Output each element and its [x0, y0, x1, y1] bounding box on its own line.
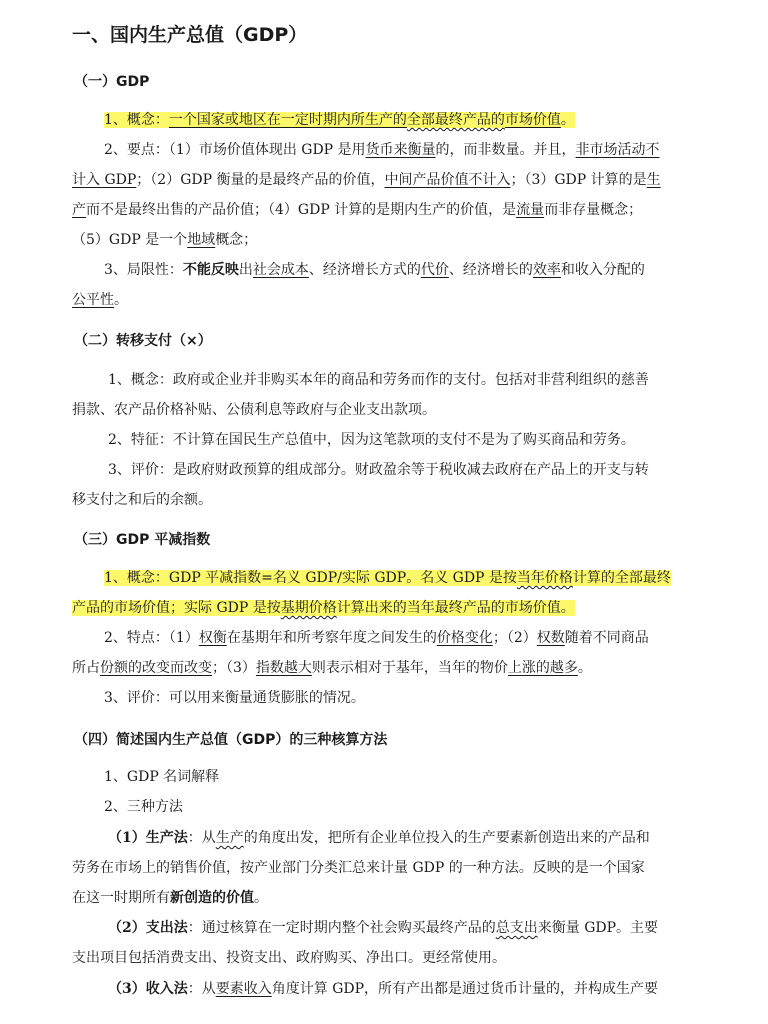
underlined-text: 代价: [420, 262, 449, 278]
gdp-limits-line-2: [72, 290, 128, 310]
deflator-eval-line: 3、评价：可以用来衡量通货膨胀的情况。: [104, 690, 365, 706]
deflator-highlight-2: [72, 600, 575, 616]
text: ；（3）: [212, 660, 256, 676]
gdp-limits-line-1: [104, 260, 645, 280]
section-heading-deflator: （三）GDP 平减指数: [74, 532, 211, 548]
expenditure-method-line-2: 支出项目包括消费支出、投资支出、政府购买、净出口。更经常使用。: [72, 950, 506, 966]
methods-item-2: 2、三种方法: [104, 799, 183, 815]
text: 、经济增长方式的: [308, 262, 421, 278]
bold-text: （2）支出法: [108, 920, 188, 936]
deflator-feature-line-1: [104, 628, 649, 648]
text: 的角度出发，把所有企业单位投入的生产要素新创造出来的产品和: [243, 830, 650, 846]
text: 。: [114, 292, 128, 308]
text: ；（2）: [492, 630, 537, 646]
underlined-text: 生: [646, 172, 661, 188]
concept-label: 1、概念：: [104, 112, 169, 128]
bold-text: 新创造的价值: [170, 890, 254, 906]
section-heading-methods: （四）简述国内生产总值（GDP）的三种核算方法: [74, 732, 388, 748]
income-method-line-1: [108, 979, 658, 999]
text: ：从: [187, 830, 216, 846]
methods-item-1: 1、GDP 名词解释: [104, 769, 220, 785]
gdp-points-line-4: [72, 230, 257, 250]
text: 角度计算 GDP，所有产出都是通过货币计量的，并构成生产要: [271, 981, 659, 997]
gdp-points-line-3: [72, 200, 642, 220]
deflator-concept-line-2: [72, 598, 575, 618]
section-heading-transfer: （二）转移支付（×）: [74, 333, 212, 349]
section-heading-gdp: （一）GDP: [74, 74, 150, 90]
underlined-text: 流量: [516, 202, 545, 218]
text: 和收入分配的: [560, 262, 645, 278]
production-method-line-3: [72, 888, 268, 908]
text: 在基期年和所考察年度之间发生的: [226, 630, 437, 646]
underlined-text: 地域: [187, 232, 216, 248]
text: 3、局限性：: [104, 262, 183, 278]
underlined-text: 产: [72, 202, 86, 218]
underlined-text: 公平性: [72, 292, 114, 308]
underlined-text: 要素收入: [215, 981, 272, 997]
text: 计算的全部最终: [572, 570, 671, 586]
text: 所占: [72, 660, 100, 676]
page-title: 一、国内生产总值（GDP）: [72, 24, 308, 46]
underlined-text: 中间产品价值不计入: [384, 172, 511, 188]
wavy-text: 当年价格: [516, 570, 573, 586]
concept-text-4: 。: [560, 112, 575, 128]
text: 2、特点：（1）: [104, 630, 199, 646]
concept-text-1: 一个国家或地区在一定时期内所生产的: [168, 112, 407, 128]
text: ；（3）GDP 计算的是: [510, 172, 647, 188]
underlined-text: 计入 GDP: [72, 172, 137, 188]
text: 随着不同商品: [564, 630, 649, 646]
underlined-text: 份额的改变而改变: [100, 660, 212, 676]
underlined-text: 社会成本: [252, 262, 309, 278]
gdp-points-line-1: [104, 140, 660, 160]
bold-text: （1）生产法: [108, 830, 188, 846]
text: 而非存量概念；: [544, 202, 643, 218]
bold-text: （3）收入法: [108, 981, 188, 997]
text: 则表示相对于基年，当年的物价: [311, 660, 508, 676]
text: 1、概念：GDP 平减指数=名义 GDP/实际 GDP。名义 GDP 是按: [104, 570, 517, 586]
text: 、经济增长的: [448, 262, 533, 278]
text: （5）GDP 是一个: [72, 232, 188, 248]
deflator-feature-line-2: [72, 658, 592, 678]
text: 2、要点：（1）市场价值体现出 GDP 是用: [104, 142, 366, 158]
text: 来衡量 GDP。主要: [537, 920, 659, 936]
concept-text-3: 市场价值: [504, 112, 561, 128]
text: ；（2）GDP 衡量的是最终产品的价值，: [136, 172, 385, 188]
transfer-line-3: 2、特征：不计算在国民生产总值中，因为这笔款项的支付不是为了购买商品和劳务。: [108, 432, 635, 448]
transfer-line-2: 捐款、农产品价格补贴、公债利息等政府与企业支出款项。: [72, 402, 436, 418]
underlined-text: 非市场活动不: [575, 142, 660, 158]
transfer-line-5: 移支付之和后的余额。: [72, 492, 212, 508]
underlined-text: 指数越大: [255, 660, 312, 676]
deflator-concept-line-1: [104, 568, 671, 588]
gdp-points-line-2: [72, 170, 661, 190]
text: 在这一时期所有: [72, 890, 170, 906]
text: 产品的市场价值；实际 GDP 是按: [72, 600, 281, 616]
expenditure-method-line-1: [108, 918, 658, 938]
concept-text-2: 全部最终产品的: [406, 112, 505, 128]
wavy-text: 总支出: [495, 920, 538, 936]
text: 概念；: [215, 232, 258, 248]
text: ：通过核算在一定时期内整个社会购买最终产品的: [187, 920, 496, 936]
transfer-line-4: 3、评价：是政府财政预算的组成部分。财政盈余等于税收减去政府在产品上的开支与转: [108, 462, 649, 478]
text: 出: [238, 262, 253, 278]
transfer-line-1: 1、概念：政府或企业并非购买本年的商品和劳务而作的支付。包括对非营利组织的慈善: [108, 372, 649, 388]
underlined-text: 权衡: [198, 630, 227, 646]
text: 的，而非数量。并且，: [435, 142, 576, 158]
production-method-line-1: [108, 828, 650, 848]
gdp-concept-highlight: [104, 112, 575, 128]
text: 计算出来的当年最终产品的市场价值。: [336, 600, 575, 616]
gdp-concept-line: [104, 110, 575, 130]
underlined-text: 效率: [532, 262, 561, 278]
deflator-highlight-1: [104, 570, 671, 586]
wavy-text: 生产: [215, 830, 244, 846]
text: ：从: [187, 981, 216, 997]
production-method-line-2: 劳务在市场上的销售价值，按产业部门分类汇总来计量 GDP 的一种方法。反映的是一个国家: [72, 860, 645, 876]
text: 。: [254, 890, 268, 906]
wavy-text: 基期价格: [280, 600, 337, 616]
underlined-text: 权数: [536, 630, 565, 646]
underlined-text: 货币来衡量: [365, 142, 436, 158]
underlined-text: 价格变化: [436, 630, 493, 646]
text: 。: [577, 660, 592, 676]
underlined-text: 上涨的越多: [507, 660, 578, 676]
bold-text: 不能反映: [182, 262, 239, 278]
text: 而不是最终出售的产品价值；（4）GDP 计算的是期内生产的价值，是: [86, 202, 517, 218]
